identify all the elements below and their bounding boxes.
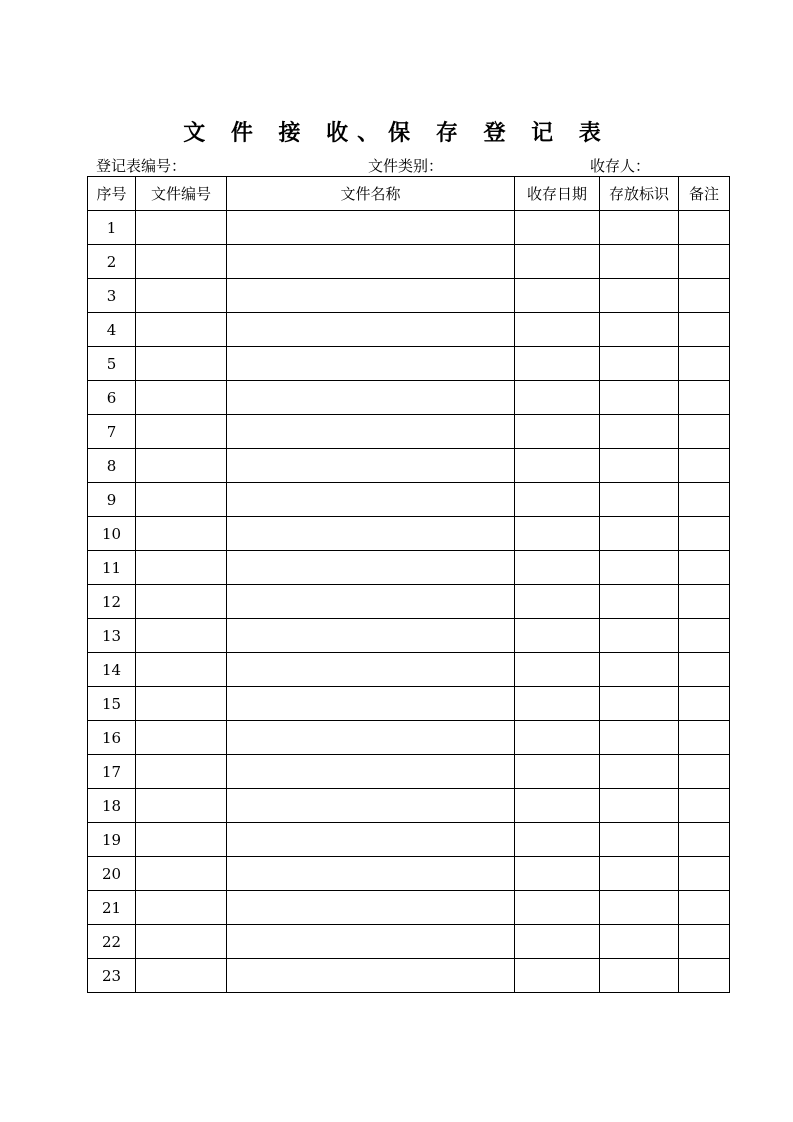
cell-file-number [136,721,227,755]
cell-receive-date [515,585,600,619]
table-row [88,619,730,653]
cell-file-number [136,517,227,551]
cell-file-number [136,551,227,585]
table-row [88,687,730,721]
cell-serial-no: 4 [88,313,136,347]
cell-file-number [136,653,227,687]
cell-receive-date [515,517,600,551]
table-row [88,483,730,517]
cell-remarks [679,415,730,449]
cell-file-number [136,619,227,653]
cell-file-name [227,823,515,857]
cell-serial-no: 14 [88,653,136,687]
cell-serial-no: 10 [88,517,136,551]
cell-remarks [679,959,730,993]
cell-file-name [227,211,515,245]
cell-serial-no: 16 [88,721,136,755]
cell-storage-mark [600,925,679,959]
cell-file-number [136,279,227,313]
cell-file-name [227,279,515,313]
cell-receive-date [515,483,600,517]
cell-serial-no: 7 [88,415,136,449]
cell-remarks [679,381,730,415]
cell-serial-no: 6 [88,381,136,415]
cell-file-name [227,857,515,891]
table-row [88,755,730,789]
cell-storage-mark [600,449,679,483]
cell-file-name [227,313,515,347]
table-row [88,449,730,483]
cell-file-name [227,619,515,653]
cell-remarks [679,347,730,381]
cell-remarks [679,551,730,585]
cell-file-number [136,857,227,891]
form-title: 文 件 接 收、保 存 登 记 表 [183,121,610,146]
cell-remarks [679,721,730,755]
cell-receive-date [515,823,600,857]
cell-receive-date [515,279,600,313]
cell-file-name [227,551,515,585]
table-row [88,279,730,313]
cell-serial-no: 23 [88,959,136,993]
cell-serial-no: 13 [88,619,136,653]
cell-file-name [227,925,515,959]
cell-file-number [136,789,227,823]
receiver-label: 收存人： [590,157,651,175]
cell-file-number [136,415,227,449]
header-serial-no: 序号 [88,177,136,211]
cell-storage-mark [600,279,679,313]
cell-receive-date [515,891,600,925]
cell-receive-date [515,313,600,347]
cell-serial-no: 2 [88,245,136,279]
table-row [88,585,730,619]
cell-serial-no: 5 [88,347,136,381]
cell-remarks [679,857,730,891]
cell-receive-date [515,381,600,415]
cell-serial-no: 3 [88,279,136,313]
cell-serial-no: 8 [88,449,136,483]
table-row [88,517,730,551]
cell-file-name [227,245,515,279]
cell-receive-date [515,449,600,483]
cell-remarks [679,789,730,823]
table-row [88,857,730,891]
table-row [88,721,730,755]
table-row [88,653,730,687]
cell-file-number [136,313,227,347]
cell-storage-mark [600,857,679,891]
table-row [88,891,730,925]
cell-storage-mark [600,789,679,823]
cell-remarks [679,755,730,789]
cell-storage-mark [600,687,679,721]
header-file-number: 文件编号 [136,177,227,211]
cell-file-number [136,823,227,857]
cell-file-name [227,755,515,789]
cell-file-number [136,483,227,517]
file-category-label: 文件类别： [368,157,444,175]
header-storage-mark: 存放标识 [600,177,679,211]
cell-storage-mark [600,483,679,517]
cell-receive-date [515,653,600,687]
cell-receive-date [515,551,600,585]
cell-remarks [679,279,730,313]
cell-receive-date [515,857,600,891]
cell-remarks [679,653,730,687]
cell-remarks [679,245,730,279]
cell-file-name [227,517,515,551]
cell-remarks [679,891,730,925]
cell-serial-no: 15 [88,687,136,721]
cell-file-name [227,381,515,415]
cell-storage-mark [600,245,679,279]
cell-receive-date [515,619,600,653]
cell-file-name [227,891,515,925]
cell-storage-mark [600,823,679,857]
cell-remarks [679,313,730,347]
table-body [88,211,730,993]
cell-remarks [679,449,730,483]
table-row [88,211,730,245]
table-row [88,347,730,381]
header-remarks: 备注 [679,177,730,211]
cell-receive-date [515,755,600,789]
table-row [88,415,730,449]
cell-remarks [679,823,730,857]
cell-serial-no: 11 [88,551,136,585]
cell-file-name [227,347,515,381]
cell-serial-no: 19 [88,823,136,857]
cell-file-name [227,959,515,993]
cell-storage-mark [600,211,679,245]
header-row [88,177,730,211]
cell-serial-no: 1 [88,211,136,245]
cell-remarks [679,925,730,959]
table-row [88,551,730,585]
cell-file-number [136,925,227,959]
table-row [88,381,730,415]
cell-receive-date [515,687,600,721]
cell-remarks [679,619,730,653]
cell-receive-date [515,925,600,959]
cell-file-number [136,585,227,619]
cell-file-name [227,721,515,755]
table-row [88,925,730,959]
cell-remarks [679,585,730,619]
cell-storage-mark [600,517,679,551]
cell-file-number [136,347,227,381]
cell-storage-mark [600,313,679,347]
cell-file-number [136,449,227,483]
cell-file-number [136,687,227,721]
cell-receive-date [515,721,600,755]
cell-receive-date [515,959,600,993]
cell-file-number [136,245,227,279]
cell-remarks [679,517,730,551]
cell-serial-no: 12 [88,585,136,619]
cell-serial-no: 17 [88,755,136,789]
cell-file-number [136,755,227,789]
cell-serial-no: 18 [88,789,136,823]
cell-storage-mark [600,551,679,585]
cell-file-number [136,959,227,993]
register-table [87,176,730,993]
table-row [88,245,730,279]
cell-storage-mark [600,381,679,415]
cell-receive-date [515,211,600,245]
cell-storage-mark [600,959,679,993]
cell-receive-date [515,789,600,823]
cell-file-name [227,653,515,687]
cell-file-number [136,891,227,925]
cell-file-name [227,585,515,619]
cell-storage-mark [600,721,679,755]
cell-remarks [679,211,730,245]
cell-serial-no: 22 [88,925,136,959]
cell-storage-mark [600,585,679,619]
register-number-label: 登记表编号： [96,157,187,175]
cell-file-name [227,449,515,483]
table-header [88,177,730,211]
cell-serial-no: 9 [88,483,136,517]
cell-storage-mark [600,891,679,925]
cell-storage-mark [600,755,679,789]
cell-serial-no: 20 [88,857,136,891]
header-receive-date: 收存日期 [515,177,600,211]
cell-file-name [227,789,515,823]
cell-storage-mark [600,619,679,653]
cell-file-name [227,687,515,721]
table-row [88,823,730,857]
table-row [88,959,730,993]
cell-remarks [679,687,730,721]
cell-receive-date [515,245,600,279]
cell-file-number [136,381,227,415]
cell-file-name [227,483,515,517]
header-file-name: 文件名称 [227,177,515,211]
cell-serial-no: 21 [88,891,136,925]
cell-storage-mark [600,415,679,449]
cell-file-name [227,415,515,449]
table-row [88,789,730,823]
cell-receive-date [515,347,600,381]
cell-storage-mark [600,347,679,381]
cell-storage-mark [600,653,679,687]
cell-remarks [679,483,730,517]
table-row [88,313,730,347]
cell-receive-date [515,415,600,449]
cell-file-number [136,211,227,245]
